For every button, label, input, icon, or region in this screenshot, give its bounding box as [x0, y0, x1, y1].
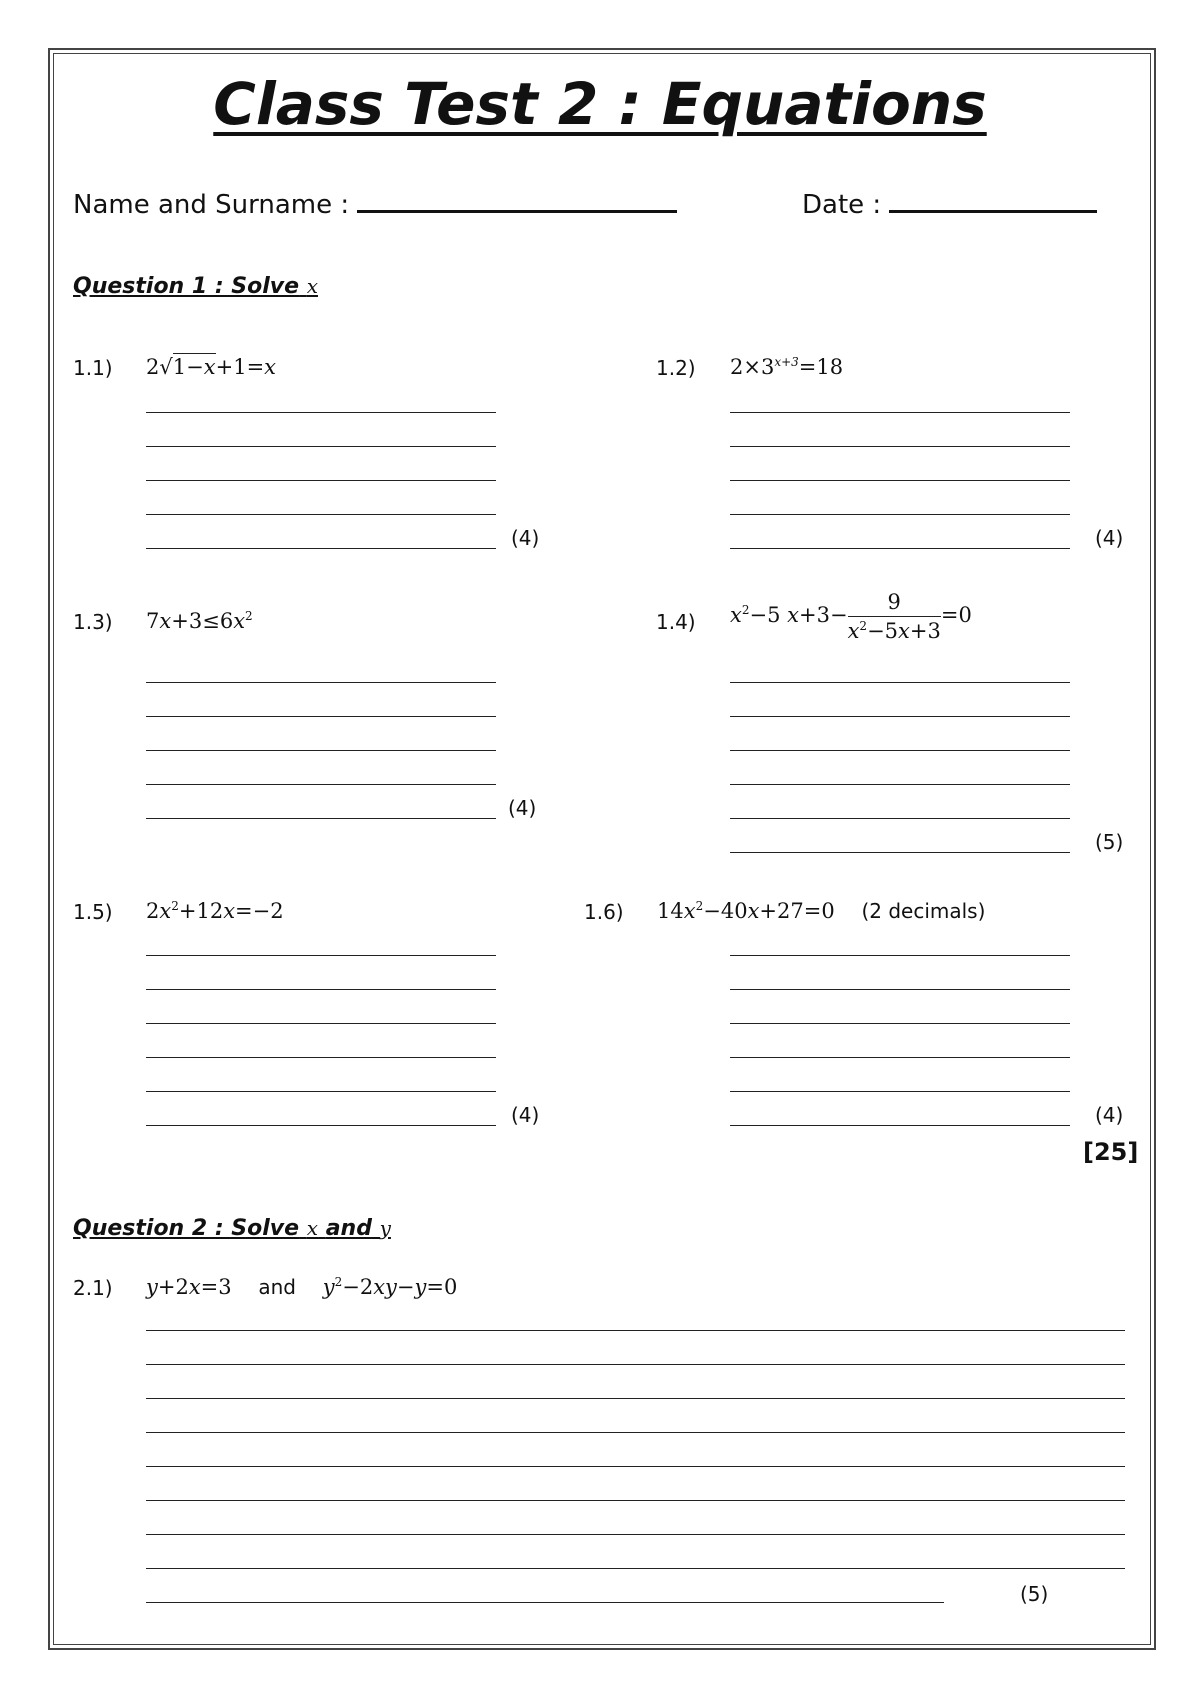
question-2-heading-text: Question 2 : Solve: [73, 1216, 300, 1241]
question-1-variable: x: [306, 274, 319, 298]
name-blank[interactable]: [357, 204, 677, 213]
answer-line[interactable]: [730, 682, 1070, 683]
question-2-1-marks: (5): [1020, 1582, 1049, 1606]
question-1-2-number: 1.2): [656, 356, 696, 380]
question-1-6-number: 1.6): [584, 900, 624, 924]
answer-line[interactable]: [146, 1398, 1125, 1399]
question-2-1-equations: y+2x=3 and $y^2-2xy-y=0$: [146, 1275, 458, 1299]
answer-line[interactable]: [146, 1364, 1125, 1365]
answer-line[interactable]: [730, 514, 1070, 515]
question-1-2-equation: $2\times 3^{x+3}=18$: [730, 355, 844, 379]
answer-line[interactable]: [146, 412, 496, 413]
answer-line[interactable]: [730, 852, 1070, 853]
question-1-1-number: 1.1): [73, 356, 113, 380]
question-1-4-equation: $x^2-5$ x+3− $\frac{9}{x^2-5x+3}$ =0: [730, 590, 972, 643]
answer-line[interactable]: [730, 446, 1070, 447]
answer-line[interactable]: [730, 412, 1070, 413]
question-1-5-equation: $2x^2+12x=-2$: [146, 899, 284, 923]
answer-line[interactable]: [730, 548, 1070, 549]
answer-line[interactable]: [146, 514, 496, 515]
question-1-3-number: 1.3): [73, 610, 113, 634]
answer-line[interactable]: [730, 1091, 1070, 1092]
answer-line[interactable]: [146, 1330, 1125, 1331]
answer-line[interactable]: [146, 750, 496, 751]
answer-line[interactable]: [146, 818, 496, 819]
answer-line[interactable]: [146, 1023, 496, 1024]
question-1-1-equation: 2√1−x+1=x: [146, 355, 277, 379]
question-1-total: [25]: [1083, 1138, 1139, 1166]
answer-line[interactable]: [146, 1534, 1125, 1535]
answer-line[interactable]: [146, 1602, 944, 1603]
answer-line[interactable]: [146, 446, 496, 447]
answer-line[interactable]: [146, 480, 496, 481]
date-label: Date :: [802, 190, 882, 220]
question-1-4-number: 1.4): [656, 610, 696, 634]
answer-line[interactable]: [146, 1091, 496, 1092]
name-field[interactable]: [73, 190, 677, 220]
answer-line[interactable]: [146, 955, 496, 956]
question-1-1-marks: (4): [511, 526, 540, 550]
question-1-6-equation: $14x^2-40x+27=0$ (2 decimals): [657, 899, 986, 923]
answer-line[interactable]: [730, 784, 1070, 785]
question-1-4-marks: (5): [1095, 830, 1124, 854]
name-label: Name and Surname :: [73, 190, 350, 220]
answer-line[interactable]: [146, 716, 496, 717]
answer-line[interactable]: [730, 480, 1070, 481]
answer-line[interactable]: [730, 955, 1070, 956]
question-2-1-connector: and: [258, 1275, 297, 1299]
date-field[interactable]: [802, 190, 1097, 220]
answer-line[interactable]: [146, 1057, 496, 1058]
question-1-heading: [73, 274, 318, 299]
answer-line[interactable]: [146, 1125, 496, 1126]
answer-line[interactable]: [730, 818, 1070, 819]
question-2-heading-and: and: [325, 1216, 372, 1241]
answer-line[interactable]: [730, 989, 1070, 990]
question-1-6-marks: (4): [1095, 1103, 1124, 1127]
answer-line[interactable]: [146, 1500, 1125, 1501]
answer-line[interactable]: [146, 989, 496, 990]
question-1-6-note: (2 decimals): [861, 899, 986, 923]
question-1-heading-text: Question 1 : Solve: [73, 274, 300, 299]
question-2-variable-x: x: [306, 1216, 319, 1240]
question-2-heading: [73, 1216, 391, 1241]
answer-line[interactable]: [730, 1125, 1070, 1126]
answer-line[interactable]: [146, 682, 496, 683]
answer-line[interactable]: [146, 1568, 1125, 1569]
answer-line[interactable]: [730, 1057, 1070, 1058]
answer-line[interactable]: [146, 548, 496, 549]
question-1-3-marks: (4): [508, 796, 537, 820]
answer-line[interactable]: [146, 1466, 1125, 1467]
answer-line[interactable]: [146, 784, 496, 785]
answer-line[interactable]: [730, 716, 1070, 717]
question-2-variable-y: y: [379, 1216, 391, 1240]
answer-line[interactable]: [146, 1432, 1125, 1433]
question-2-1-number: 2.1): [73, 1276, 113, 1300]
question-1-2-marks: (4): [1095, 526, 1124, 550]
answer-line[interactable]: [730, 750, 1070, 751]
page-title: Class Test 2 : Equations: [213, 70, 987, 138]
question-1-3-equation: $7x+3\le 6x^2$: [146, 609, 253, 633]
question-1-5-number: 1.5): [73, 900, 113, 924]
answer-line[interactable]: [730, 1023, 1070, 1024]
question-1-5-marks: (4): [511, 1103, 540, 1127]
date-blank[interactable]: [889, 204, 1097, 213]
